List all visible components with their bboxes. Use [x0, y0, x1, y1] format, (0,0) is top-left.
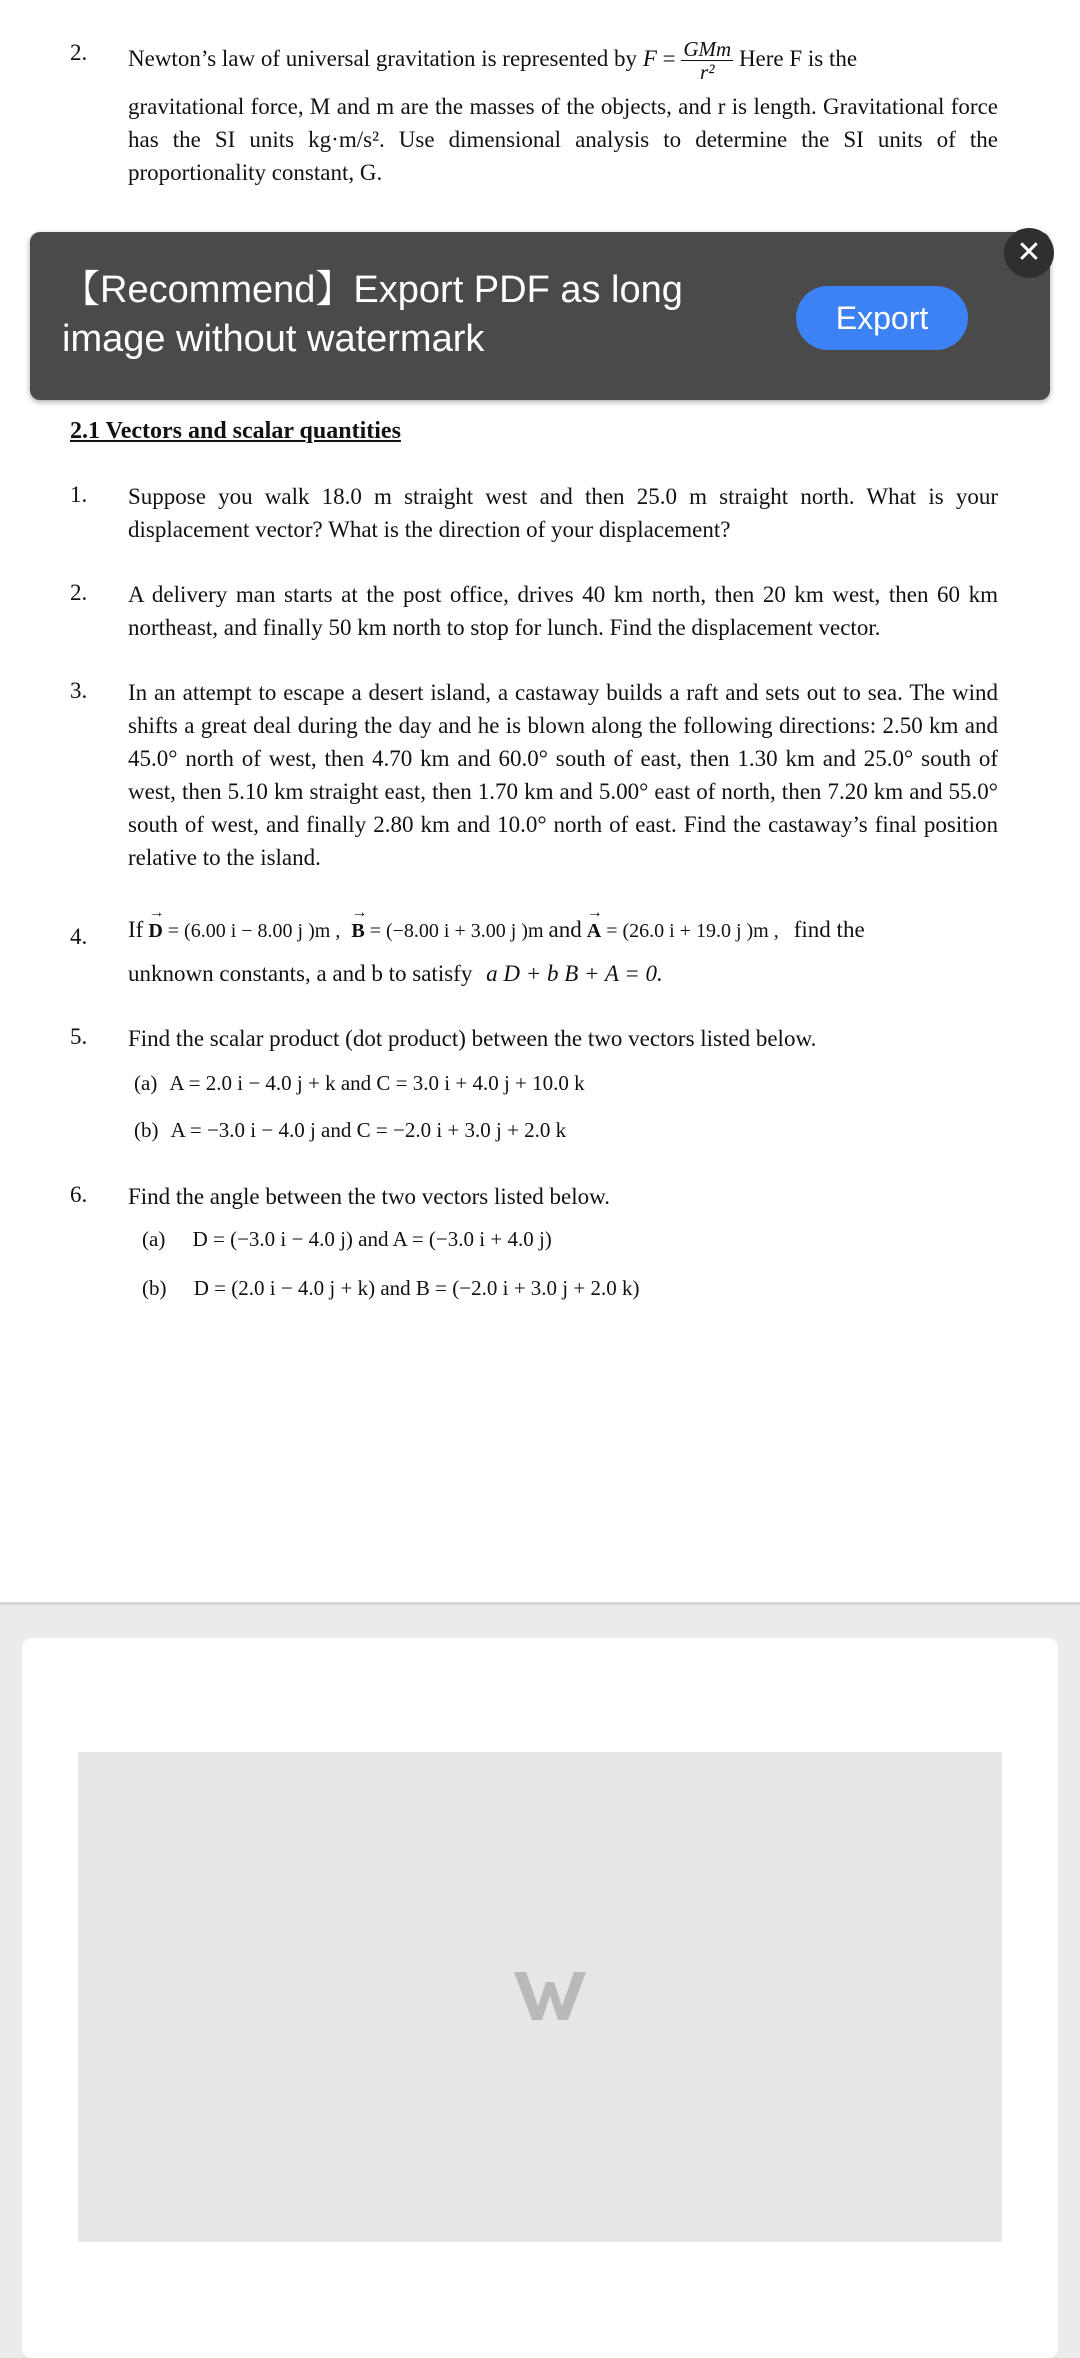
question-6: Find the angle between the two vectors listed below. (a) D = (−3.0 i − 4.0 j) and A = (−3.0 i + 4.0 j) (b) D = (2.0 i − 4.0 j + k) and B = (−2.0 i + 3.0 j + 2.0 k) — [128, 1180, 998, 1305]
export-promo-banner[interactable] — [30, 232, 1050, 400]
question-number: 4. — [70, 924, 88, 949]
vector-d-label: → D — [148, 907, 162, 955]
page-loading-placeholder — [78, 1752, 1002, 2242]
question-5: Find the scalar product (dot product) between the two vectors listed below. (a) A = 2.0 i − 4.0 j + k and C = 3.0 i + 4.0 j + 10.0 k (b) A = −3.0 i − 4.0 j and C = −2.0 i + 3.0 j + 2.0 k — [128, 1022, 998, 1147]
vector-a-label: → A — [587, 907, 601, 955]
banner-text: 【Recommend】Export PDF as long image without watermark — [62, 269, 683, 360]
question-2: A delivery man starts at the post office, drives 40 km north, then 20 km west, then 60 km northeast, and finally 50 km north to stop for lunch. Find the displacement vector. — [128, 582, 998, 640]
question-2-body: gravitational force, M and m are the masses of the objects, and r is length. Gravitational force has the SI units kg·m/s². Use dimensional analysis to determine the SI units of the proportionality constant, G. — [128, 94, 998, 185]
question-5-part-a: (a) A = 2.0 i − 4.0 j + k and C = 3.0 i + 4.0 j + 10.0 k — [134, 1071, 585, 1095]
question-6-part-a: (a) D = (−3.0 i − 4.0 j) and A = (−3.0 i + 4.0 j) — [142, 1227, 552, 1251]
next-page-card — [22, 1638, 1058, 2358]
question-2-gravitation: Newton’s law of universal gravitation is represented by F = GMm r² Here F is the gravitational force, M and m are the masses of the objects, and r is length. Gravitational force has the SI units kg·m/s². Use dimensional analysis to determine the SI units of the proportionality constant, G. — [128, 38, 998, 189]
question-4: If → D = (6.00 i − 8.00 j )m , → B = (−8.00 i + 3.00 j )m and → A = (26.0 i + 19.0 j )m , find the unknown constants, a and b to satisfy a D + b B + A = 0. — [128, 906, 998, 994]
wps-logo-icon — [510, 1966, 590, 2026]
question-1: Suppose you walk 18.0 m straight west and then 25.0 m straight north. What is your displacement vector? What is the direction of your displacement? — [128, 484, 998, 542]
line-text: Newton’s law of universal gravitation is represented by — [128, 45, 638, 71]
export-button[interactable]: Export — [796, 286, 968, 350]
question-6-part-b: (b) D = (2.0 i − 4.0 j + k) and B = (−2.0 i + 3.0 j + 2.0 k) — [142, 1276, 640, 1300]
question-number: 1. — [70, 482, 88, 507]
question-number: 5. — [70, 1024, 88, 1049]
vector-b-label: → B — [351, 907, 364, 955]
question-number: 2. — [70, 40, 88, 65]
gravitation-fraction: GMm r² — [683, 37, 732, 84]
section-title: 2.1 Vectors and scalar quantities — [70, 418, 401, 444]
question-number: 3. — [70, 678, 88, 703]
question-5-part-b: (b) A = −3.0 i − 4.0 j and C = −2.0 i + 3.0 j + 2.0 k — [134, 1118, 567, 1142]
question-3: In an attempt to escape a desert island, a castaway builds a raft and sets out to sea. The wind shifts a great deal during the day and he is blown along the following directions: 2.50 km and 45.0° north of west, then 4.70 km and 60.0° south of east, then 1.30 km and 25.0° south of west, then 5.10 km straight east, then 1.70 km and 5.00° east of north, then 7.20 km and 55.0° south of west, and finally 2.80 km and 10.0° north of east. Find the castaway’s final position relative to the island. — [128, 680, 998, 870]
question-number: 6. — [70, 1182, 88, 1207]
close-icon[interactable]: ✕ — [1004, 228, 1054, 278]
question-number: 2. — [70, 580, 88, 605]
